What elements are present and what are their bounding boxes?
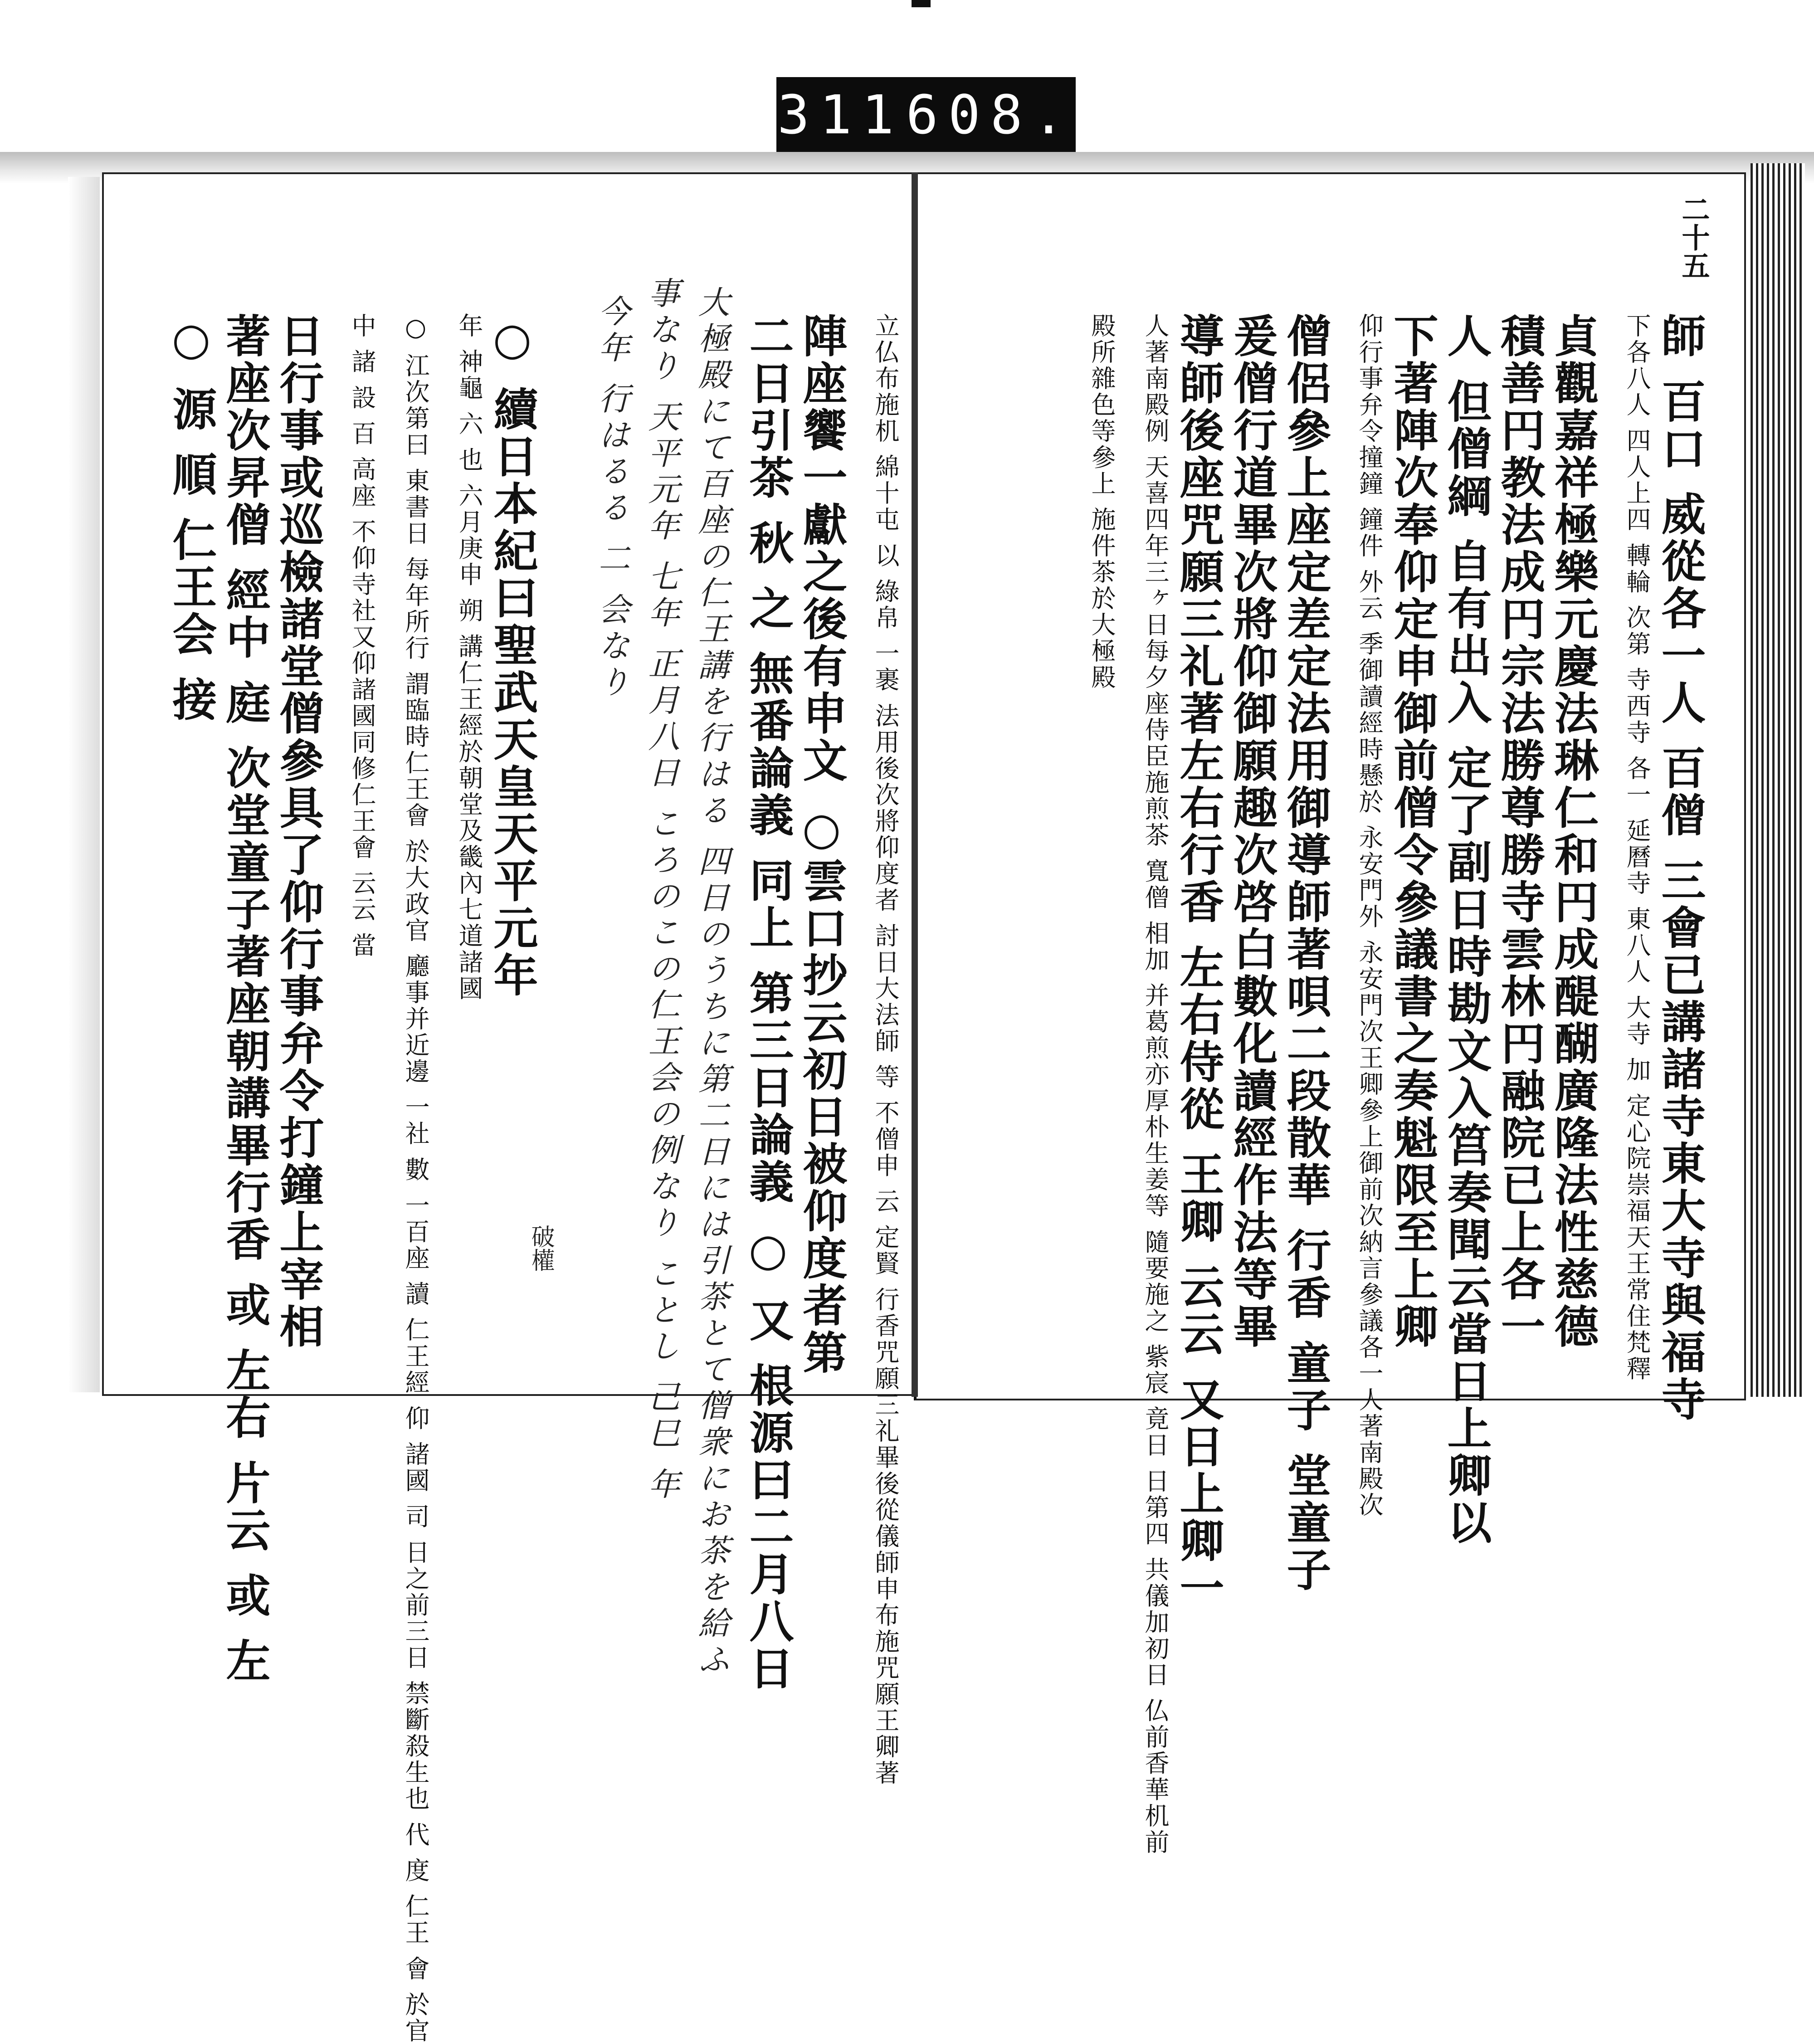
text-column: 導師後座咒願三礼著左右行香 左右侍從 王卿 云云 又日上卿一 <box>1172 313 1224 1612</box>
left-page-text <box>118 277 900 2044</box>
right-page-edges <box>1751 163 1805 1397</box>
text-column: 貞觀嘉祥極樂元慶法琳仁和円成醍醐廣隆法性慈德 <box>1547 313 1599 1351</box>
text-column: 殿所雜色等參上 施件茶於大極殿 <box>1087 313 1116 691</box>
text-column: 下著陣次奉仰定申御前僧令參議書之奏魁限至上卿 <box>1386 313 1439 1351</box>
text-column: ○ 續日本紀曰聖武天皇天平元年 <box>486 313 538 1000</box>
catalog-label-right: 608. <box>906 83 1075 146</box>
top-registration-mark <box>912 0 931 7</box>
catalog-label <box>776 77 1076 152</box>
text-column: 著座次昇僧 經中 庭 次堂童子著座朝講畢行香 或 左右 片云 或 左 <box>219 313 271 1685</box>
text-column: 年 神龜 六 也 六月庚申 朔 講仁王經於朝堂及畿內七道諸國 <box>455 313 483 1002</box>
text-column: 爰僧行道畢次將仰御願趣次啓白數化讀經作法等畢 <box>1226 313 1278 1351</box>
text-column: 僧侶參上座定差定法用御導師著唄二段散華 行香 童子 堂童子 <box>1279 313 1331 1594</box>
text-column: 日行事或巡檢諸堂僧參具了仰行事弁令打鐘上宰相 <box>272 313 324 1351</box>
text-column: 人著南殿例 天喜四年三ヶ日每夕座侍臣施煎茶 寬僧 相加 并葛煎亦厚朴生姜等 隨要施之 紫宸 竟日 日第四 共儀加初日 仏前香華机前 <box>1141 313 1170 1856</box>
handwritten-note: 大極殿にて百座の仁王講を行はる 四日のうちに第二日には引茶とて僧衆にお茶を給ふ <box>693 286 730 1679</box>
text-column: ○ 源 順 仁王会 接 <box>165 313 217 724</box>
text-column: 仰行事弁令撞鐘 鐘件 外云 季御讀經時懸於 永安門外 永安門次王卿參上御前次納言參議各一人著南殿次 <box>1355 313 1384 1518</box>
signature-mark: 破權 <box>527 1224 554 1272</box>
text-column: ○ 江次第曰 東書日 每年所行 謂臨時仁王會 於大政官 廳事并近邊 一社 數 一百座 讀 仁王經 仰 諸國 司 日之前三日 禁斷殺生也 代 度 仁王 會 於官 <box>401 313 430 2044</box>
book-gutter <box>912 172 918 1397</box>
text-column: 積善円教法成円宗法勝尊勝寺雲林円融院已上各一 <box>1493 313 1546 1351</box>
text-column: 二日引茶 秋 之 無番論義 同上 第三日論義 ○ 又 根源曰二月八日 <box>742 313 794 1693</box>
handwritten-note: 今年 行はるる 二 会なり <box>593 295 630 702</box>
text-column: 下各八人 四人上四 轉輪 次第 寺西寺 各一 延曆寺 東八人 大寺 加 定心院崇福天王常住梵釋 <box>1623 313 1651 1382</box>
page-number: 二十五 <box>1677 195 1710 279</box>
catalog-label-left: 311 <box>777 83 904 146</box>
left-page-edge <box>68 177 100 1392</box>
handwritten-note: 事なり 天平元年 七年 正月八日 ころのこの仁王会の例なり ことし 己巳 年 <box>643 277 680 1504</box>
text-column: 師 百口 威從各一人 百僧 三會已講諸寺東大寺與福寺 <box>1654 313 1706 1424</box>
right-page-text <box>941 313 1706 1856</box>
text-column: 陣座饗一獻之後有申文 ○雲口抄云初日被仰度者第 <box>795 313 848 1377</box>
text-column: 立仏布施机 綿十屯 以 綠帛 一裹 法用後次將仰度者 討日大法師 等 不僧申 云 定賢 行香咒願三礼畢後從儀師申布施咒願王卿著 <box>871 313 900 1786</box>
text-column: 人 但僧綱 自有出入 定了副日時勘文入筥奏聞云當日上卿以 <box>1440 313 1492 1547</box>
text-column: 中 諸 設 百 高座 不仰寺社又仰諸國同修仁王會 云云 當 <box>348 313 376 959</box>
